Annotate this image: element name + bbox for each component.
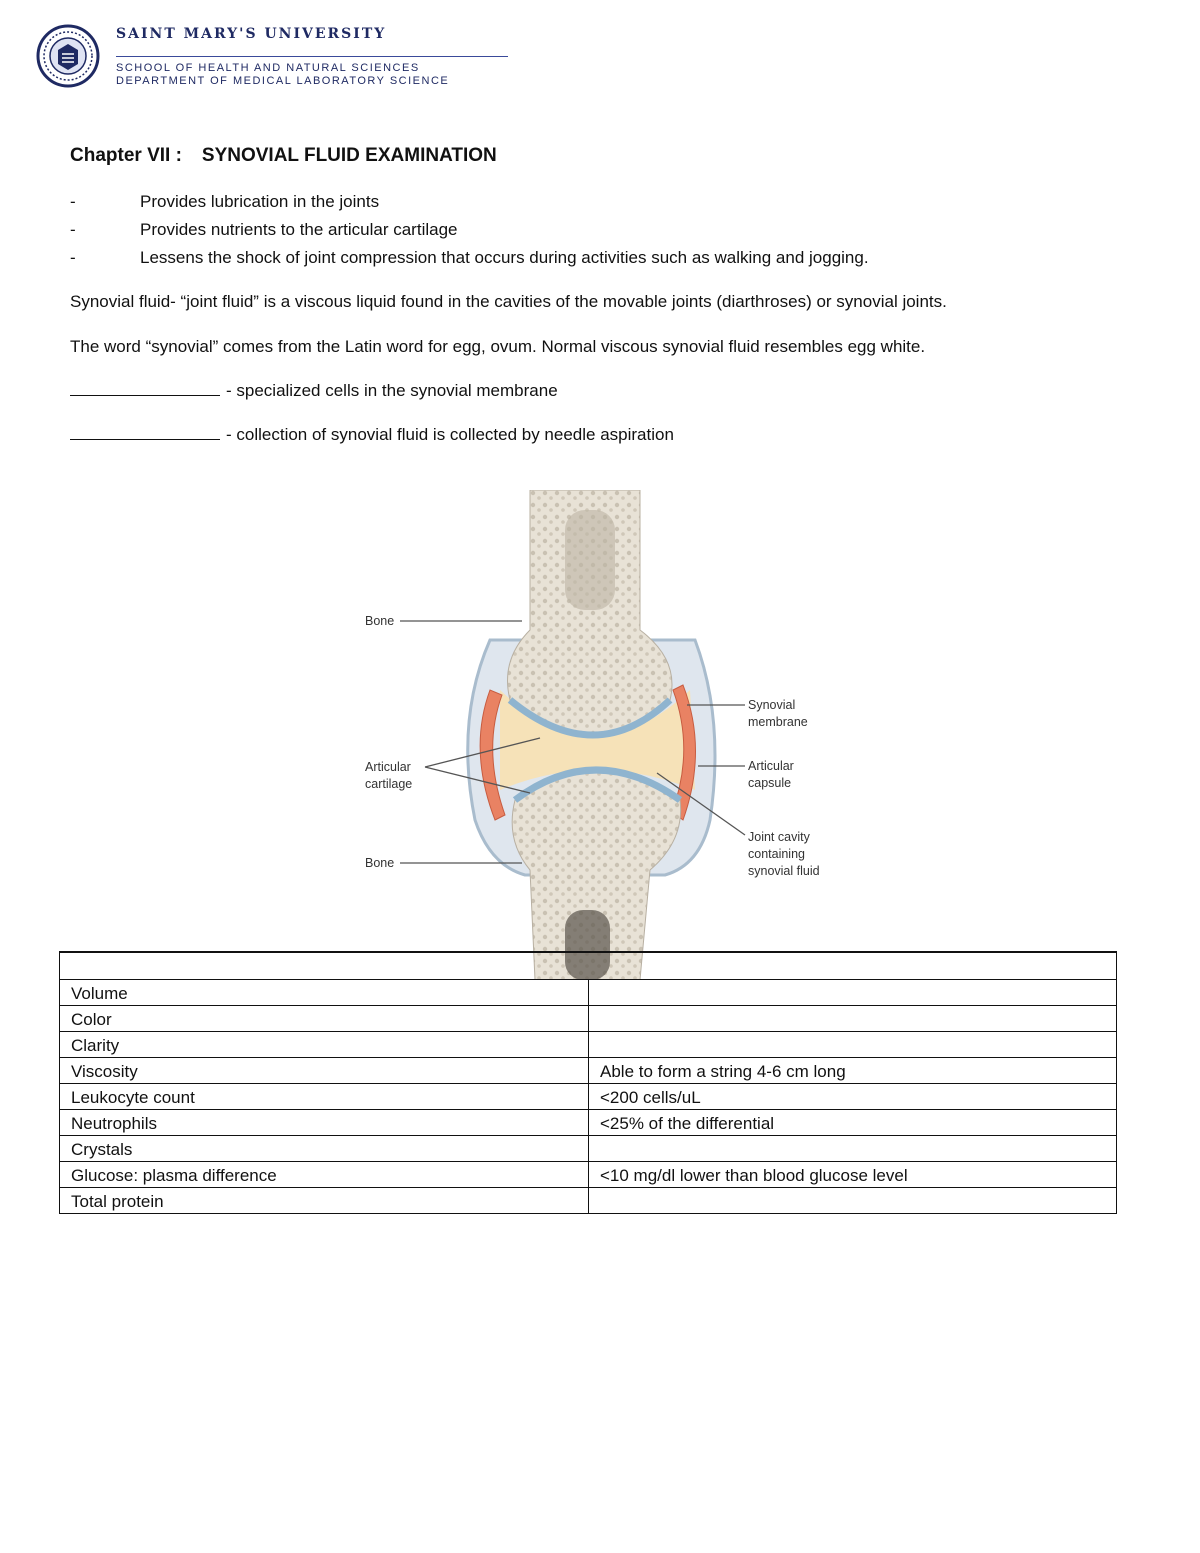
label-synovial-membrane-2: membrane [748,715,808,729]
chapter-heading: SYNOVIAL FLUID EXAMINATION [201,145,497,166]
university-name: SAINT MARY'S UNIVERSITY [116,26,387,42]
label-articular-capsule-2: capsule [748,776,792,790]
table-row: Clarity [60,1032,1117,1058]
synovial-fluid-table [59,951,1117,1214]
table-row: Color [60,1006,1117,1032]
label-synovial-membrane: Synovial [748,698,796,712]
university-header [36,20,476,92]
table-row: Viscosity Able to form a string 4-6 cm long [60,1058,1117,1084]
fill-blank-2: - collection of synovial fluid is collected by needle aspiration [70,425,674,445]
table-row: Volume [60,980,1117,1006]
definition-paragraph: Synovial fluid- “joint fluid” is a viscous liquid found in the cavities of the movable joints (diarthroses) or synovial joints. [70,292,947,311]
label-bone-top: Bone [365,614,395,628]
school-name: SCHOOL OF HEALTH AND NATURAL SCIENCES [116,62,420,74]
table-row: Glucose: plasma difference <10 mg/dl lower than blood glucose level [60,1162,1117,1188]
table-row: Crystals [60,1136,1117,1162]
university-seal-icon [36,24,100,88]
label-joint-cavity-2: containing [748,847,805,861]
function-list [70,190,869,274]
label-articular-cartilage-2: cartilage [365,777,413,791]
header-divider [116,56,508,57]
answer-blank[interactable] [70,381,220,396]
label-joint-cavity: Joint cavity [748,830,810,844]
list-item: - Provides nutrients to the articular cartilage [70,220,458,239]
chapter-title [70,145,497,167]
etymology-paragraph: The word “synovial” comes from the Latin word for egg, ovum. Normal viscous synovial fluid resembles egg white. [70,337,926,356]
table-row: Total protein [60,1188,1117,1214]
list-item: - Provides lubrication in the joints [70,192,380,211]
fill-blank-1: - specialized cells in the synovial membrane [70,381,558,401]
chapter-number: Chapter VII : [70,145,182,166]
department-name: DEPARTMENT OF MEDICAL LABORATORY SCIENCE [116,75,450,87]
table-header-row [60,952,1117,980]
synovial-joint-diagram [350,490,850,980]
table-row: Neutrophils <25% of the differential [60,1110,1117,1136]
table-row: Leukocyte count <200 cells/uL [60,1084,1117,1110]
list-item: - Lessens the shock of joint compression that occurs during activities such as walking and jogging. [70,248,869,267]
answer-blank[interactable] [70,425,220,440]
label-joint-cavity-3: synovial fluid [748,864,820,878]
label-bone-bottom: Bone [365,856,395,870]
label-articular-capsule: Articular [748,759,794,773]
label-articular-cartilage: Articular [365,760,411,774]
